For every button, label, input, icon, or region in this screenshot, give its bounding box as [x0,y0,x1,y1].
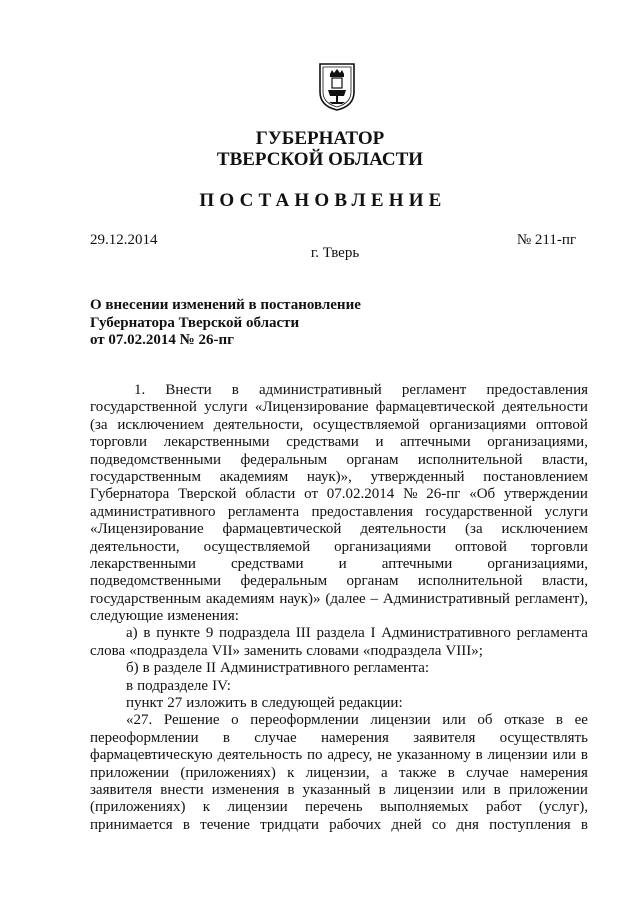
body-line: принимается в течение тридцати рабочих дней со дня поступления в [90,816,588,833]
issuer-title-line2: ТВЕРСКОЙ ОБЛАСТИ [216,149,424,170]
body-line: а) в пункте 9 подраздела III раздела I Административного регламента [126,625,588,642]
body-line: лекарственными средствами и аптечными организациями, [90,555,588,572]
body-line: подведомственными федеральным органам исполнительной власти, [90,573,588,590]
body-line: государственным академиям наук)» (далее – Административный регламент), [90,590,588,607]
body-line: (за исключением деятельности, осуществляемой организациями оптовой [90,416,588,433]
subject-line: О внесении изменений в постановление [90,297,361,313]
body-line: государственным академиям наук)», утвержденный постановлением [90,468,588,485]
document-subject [90,297,361,350]
issuer-title-line1: ГУБЕРНАТОР [255,128,385,149]
subject-line: от 07.02.2014 № 26-пг [90,332,234,348]
tver-coat-of-arms-emblem [318,62,356,112]
body-line: административного регламента предоставления государственной услуги [90,503,588,520]
body-line: слова «подраздела VII» заменить словами «подраздела VIII»; [90,642,483,659]
body-line: б) в разделе II Административного регламента: [126,660,430,677]
body-line: (приложениях) к лицензии перечень выполняемых работ (услуг), [90,799,588,816]
body-line: пункт 27 изложить в следующей редакции: [126,695,403,712]
body-line: 1. Внести в административный регламент предоставления [134,382,588,398]
body-line: Губернатора Тверской области от 07.02.2014 № 26-пг «Об утверждении [90,486,588,503]
body-line: в подразделе IV: [126,677,231,694]
document-type: ПОСТАНОВЛЕНИЕ [199,190,447,211]
document-date: 29.12.2014 [90,232,158,248]
body-line: государственной услуги «Лицензирование фармацевтической деятельности [90,399,588,416]
document-number: № 211-пг [516,232,576,248]
body-line: деятельности, осуществляемой организациями оптовой торговли [90,538,588,555]
subject-line: Губернатора Тверской области [90,314,300,331]
body-line: следующие изменения: [90,608,239,625]
body-line: торговли лекарственными средствами и аптечными организациями, [90,434,588,451]
body-line: фармацевтическую деятельность по адресу, не указанному в лицензии или в [90,747,588,764]
document-body [90,382,588,834]
body-line: заявителя внести изменения в указанный в лицензии или в приложении [90,781,588,798]
body-line: «Лицензирование фармацевтической деятельности (за исключением [90,521,588,538]
document-city: г. Тверь [310,245,360,261]
body-line: переоформлении в случае намерения заявителя осуществлять [90,729,588,746]
body-line: приложении (приложениях) к лицензии, а также в случае намерения [90,764,588,781]
body-line: подведомственными федеральным органам исполнительной власти, [90,451,588,468]
body-line: «27. Решение о переоформлении лицензии или об отказе в ее [126,712,588,729]
